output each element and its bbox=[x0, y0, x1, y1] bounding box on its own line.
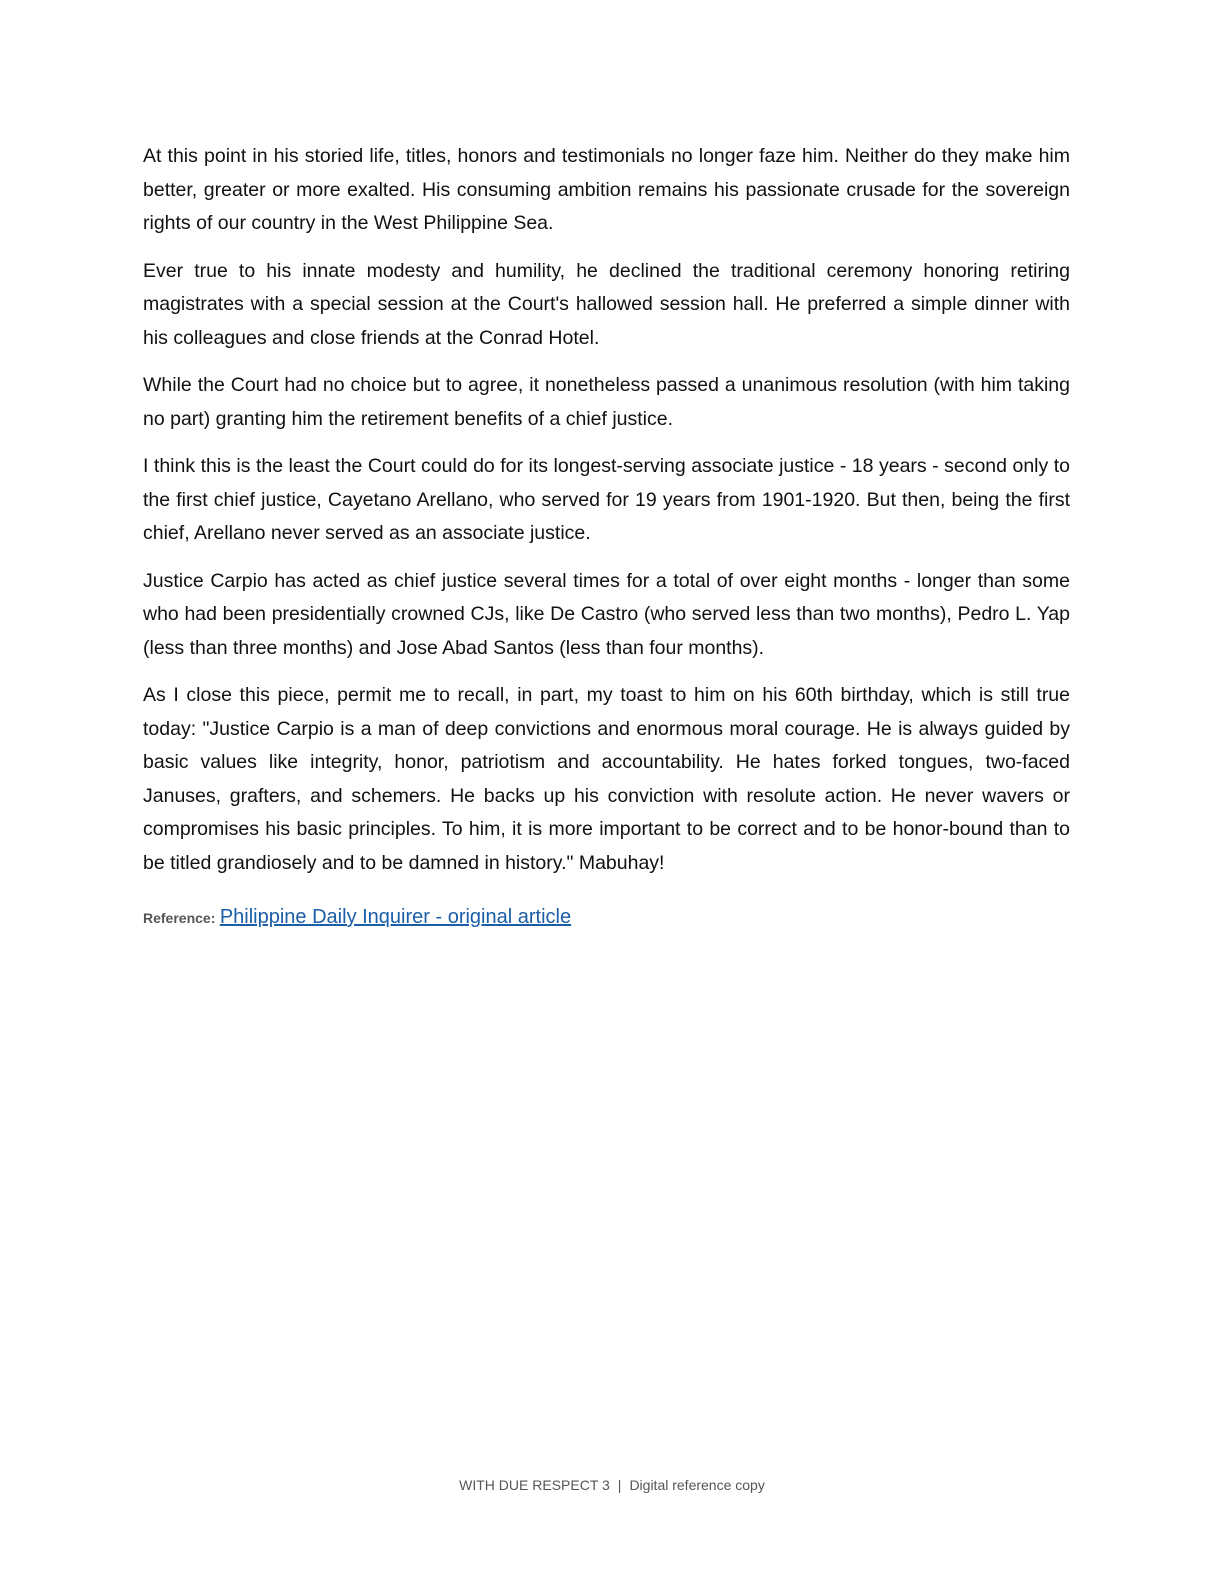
paragraph-4: I think this is the least the Court could do for its longest-serving associate justice - 18 years - second only to the first chief justice, Cayetano Arellano, who served for 19 years from 1901-1920. But then, being the first chief, Arellano never served as an associate justice. bbox=[143, 455, 1070, 544]
footer-running-title: WITH DUE RESPECT 3 bbox=[459, 1477, 610, 1493]
paragraph-6: As I close this piece, permit me to recall, in part, my toast to him on his 60th birthday, which is still true today: "Justice Carpio is a man of deep convictions and enormous moral courage. He is always guided by basic values like integrity, honor, patriotism and accountability. He hates forked tongues, two-faced Januses, grafters, and schemers. He backs up his conviction with resolute action. He never wavers or compromises his basic principles. To him, it is more important to be correct and to be honor-bound than to be titled grandiosely and to be damned in history." Mabuhay! bbox=[143, 684, 1070, 874]
reference-label: Reference: bbox=[143, 910, 216, 926]
paragraph-3: While the Court had no choice but to agree, it nonetheless passed a unanimous resolution (with him taking no part) granting him the retirement benefits of a chief justice. bbox=[143, 374, 1070, 430]
paragraph-5: Justice Carpio has acted as chief justice several times for a total of over eight months - longer than some who had been presidentially crowned CJs, like De Castro (who served less than two months), Pedro L. Yap (less than three months) and Jose Abad Santos (less than four months). bbox=[143, 569, 1070, 659]
footer-separator: | bbox=[617, 1477, 622, 1493]
reference-link[interactable]: Philippine Daily Inquirer - original article bbox=[219, 906, 572, 928]
reference-line bbox=[143, 902, 1070, 934]
paragraph-1: At this point in his storied life, titles, honors and testimonials no longer faze him. Neither do they make him better, greater or more exalted. His consuming ambition remains his passionate crusade for the sovereign rights of our country in the West Philippine Sea. bbox=[143, 145, 1070, 234]
article-body bbox=[143, 140, 1070, 934]
page-footer bbox=[0, 1477, 1224, 1493]
footer-copy-note: Digital reference copy bbox=[629, 1477, 765, 1493]
paragraph-2: Ever true to his innate modesty and humility, he declined the traditional ceremony honoring retiring magistrates with a special session at the Court's hallowed session hall. He preferred a simple dinner with his colleagues and close friends at the Conrad Hotel. bbox=[143, 259, 1070, 349]
